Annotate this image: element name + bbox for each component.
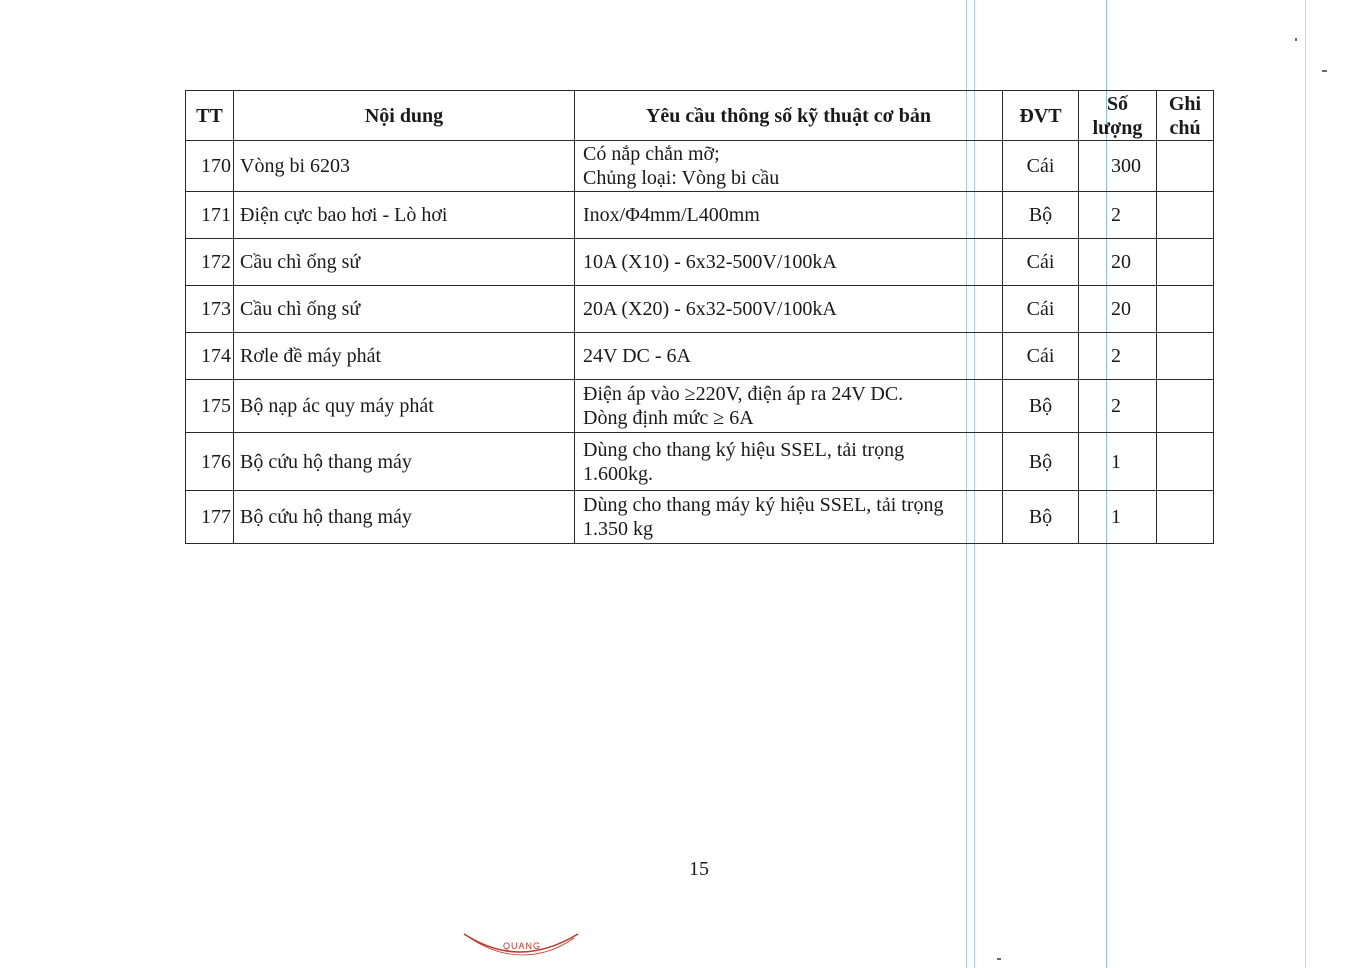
row-spec xyxy=(575,333,1003,380)
row-spec xyxy=(575,491,1003,544)
header-quantity-line2: lượng xyxy=(1092,116,1143,139)
row-quantity: 2 xyxy=(1079,380,1157,433)
header-note-line2: chú xyxy=(1169,116,1201,139)
row-spec-line: Chủng loại: Vòng bi cầu xyxy=(583,167,780,189)
row-note xyxy=(1157,333,1214,380)
row-unit: Bộ xyxy=(1003,491,1079,544)
row-spec xyxy=(575,286,1003,333)
row-quantity: 1 xyxy=(1079,433,1157,491)
row-quantity: 2 xyxy=(1079,333,1157,380)
row-unit: Cái xyxy=(1003,286,1079,333)
scan-speck xyxy=(1322,70,1327,72)
row-quantity: 20 xyxy=(1079,286,1157,333)
row-content: Vòng bi 6203 xyxy=(234,141,575,192)
row-spec xyxy=(575,433,1003,491)
row-spec xyxy=(575,239,1003,286)
table-row xyxy=(186,141,1214,192)
row-quantity: 20 xyxy=(1079,239,1157,286)
row-spec xyxy=(575,192,1003,239)
row-spec-line: Dòng định mức ≥ 6A xyxy=(583,407,754,429)
row-content: Bộ cứu hộ thang máy xyxy=(234,491,575,544)
row-tt: 177 xyxy=(186,491,234,544)
table-row xyxy=(186,491,1214,544)
header-note xyxy=(1157,91,1214,141)
row-unit: Cái xyxy=(1003,239,1079,286)
row-quantity: 1 xyxy=(1079,491,1157,544)
row-note xyxy=(1157,192,1214,239)
row-spec-line: 1.600kg. xyxy=(583,462,653,485)
row-spec xyxy=(575,141,1003,192)
row-spec-line: 24V DC - 6A xyxy=(583,345,691,367)
row-tt: 175 xyxy=(186,380,234,433)
row-unit: Bộ xyxy=(1003,380,1079,433)
row-spec-line: Điện áp vào ≥220V, điện áp ra 24V DC. xyxy=(583,383,904,405)
row-spec-line: Dùng cho thang ký hiệu SSEL, tải trọng xyxy=(583,438,905,461)
page-number: 15 xyxy=(689,858,709,880)
table-row xyxy=(186,192,1214,239)
row-spec xyxy=(575,380,1003,433)
header-content: Nội dung xyxy=(234,91,575,141)
row-tt: 170 xyxy=(186,141,234,192)
row-content: Bộ nạp ác quy máy phát xyxy=(234,380,575,433)
table-header-row xyxy=(186,91,1214,141)
row-unit: Bộ xyxy=(1003,433,1079,491)
table-row xyxy=(186,286,1214,333)
row-quantity: 2 xyxy=(1079,192,1157,239)
table-row xyxy=(186,433,1214,491)
row-note xyxy=(1157,286,1214,333)
row-spec-line: 1.350 kg xyxy=(583,518,653,540)
row-tt: 176 xyxy=(186,433,234,491)
row-content: Rơle đề máy phát xyxy=(234,333,575,380)
row-spec-line: 10A (X10) - 6x32-500V/100kA xyxy=(583,251,837,273)
scan-artifact-line xyxy=(1305,0,1306,968)
scan-speck xyxy=(997,958,1001,960)
header-quantity xyxy=(1079,91,1157,141)
row-spec-line: 20A (X20) - 6x32-500V/100kA xyxy=(583,298,837,320)
row-content: Điện cực bao hơi - Lò hơi xyxy=(234,192,575,239)
header-quantity-line1: Số xyxy=(1106,92,1129,115)
header-spec: Yêu cầu thông số kỹ thuật cơ bản xyxy=(575,91,1003,141)
table-row xyxy=(186,333,1214,380)
row-spec-line: Inox/Φ4mm/L400mm xyxy=(583,204,760,226)
header-note-line1: Ghi xyxy=(1168,92,1202,115)
row-unit: Bộ xyxy=(1003,192,1079,239)
row-tt: 173 xyxy=(186,286,234,333)
row-unit: Cái xyxy=(1003,141,1079,192)
row-tt: 172 xyxy=(186,239,234,286)
row-tt: 174 xyxy=(186,333,234,380)
header-tt: TT xyxy=(186,91,234,141)
row-note xyxy=(1157,239,1214,286)
row-content: Bộ cứu hộ thang máy xyxy=(234,433,575,491)
row-note xyxy=(1157,433,1214,491)
table-row xyxy=(186,239,1214,286)
table-row xyxy=(186,380,1214,433)
row-note xyxy=(1157,380,1214,433)
row-note xyxy=(1157,491,1214,544)
row-quantity: 300 xyxy=(1079,141,1157,192)
row-tt: 171 xyxy=(186,192,234,239)
header-unit: ĐVT xyxy=(1003,91,1079,141)
red-stamp-seal xyxy=(462,928,582,964)
row-content: Cầu chì ống sứ xyxy=(234,286,575,333)
row-spec-line: Có nắp chắn mỡ; xyxy=(583,143,720,165)
row-unit: Cái xyxy=(1003,333,1079,380)
row-content: Cầu chì ống sứ xyxy=(234,239,575,286)
row-note xyxy=(1157,141,1214,192)
stamp-text: QUANG xyxy=(502,941,542,951)
row-spec-line: Dùng cho thang máy ký hiệu SSEL, tải trọng xyxy=(583,494,944,516)
scan-speck xyxy=(1295,38,1297,41)
equipment-spec-table xyxy=(185,90,1214,544)
